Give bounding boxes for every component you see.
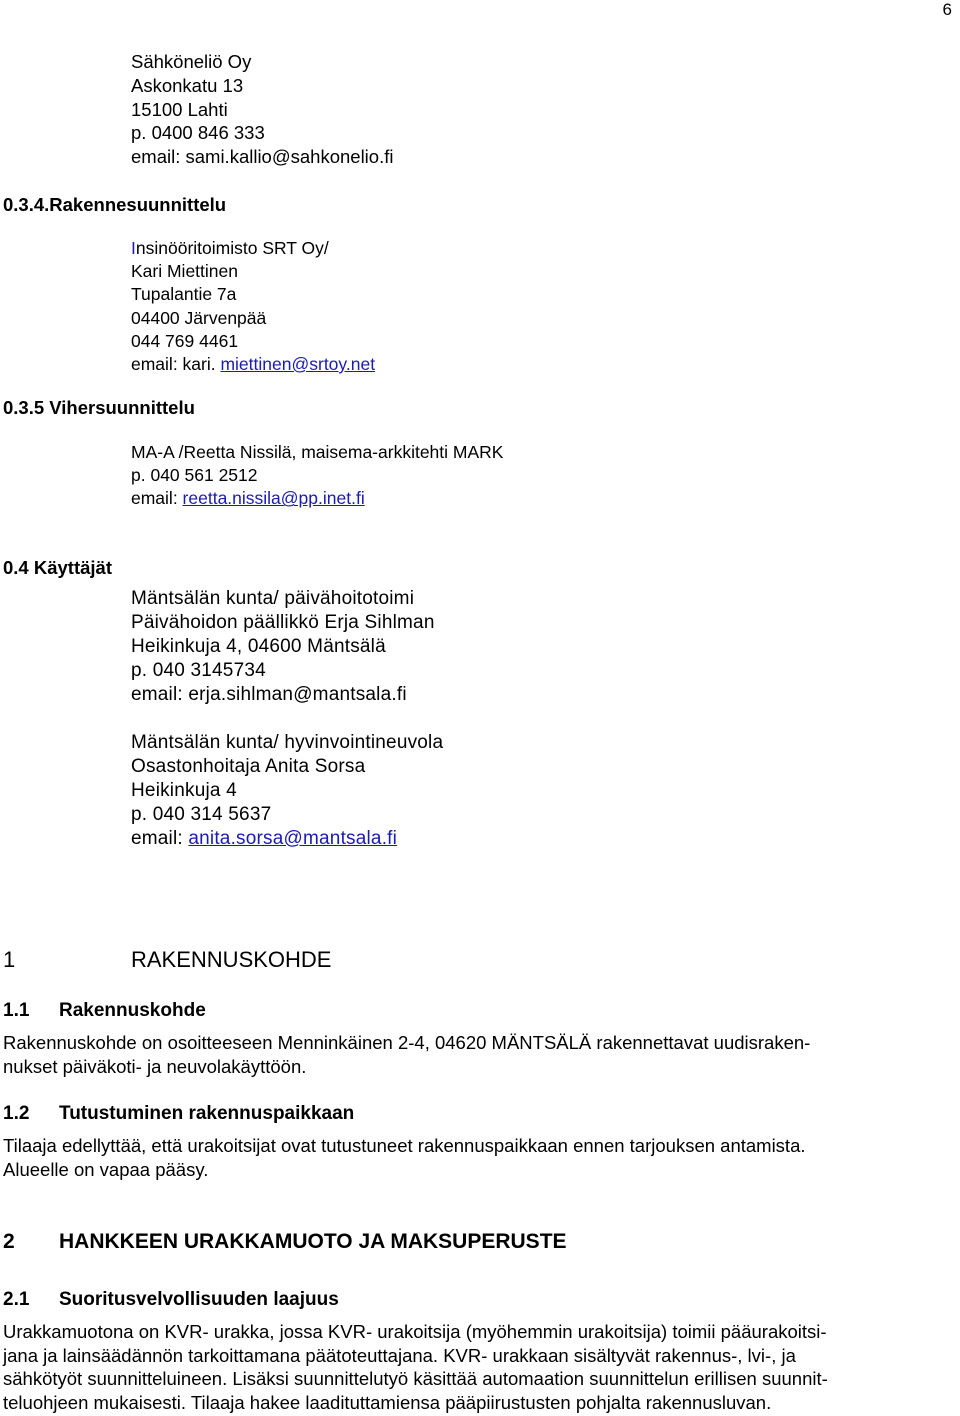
heading-title: Rakennuskohde [59,1000,206,1021]
section-label-building-design: 0.3.4.Rakennesuunnittelu [3,194,227,215]
email-prefix: email: [131,828,189,849]
contact-line: MA-A /Reetta Nissilä, maisema-arkkitehti MARK [131,442,504,462]
section-label-landscape: 0.3.5 Vihersuunnittelu [3,397,195,418]
heading-number: 2 [3,1230,15,1253]
contact-email [131,827,443,851]
contact-line: Mäntsälän kunta/ hyvinvointineuvola [131,732,444,753]
contact-line: p. 040 561 2512 [131,465,258,486]
email-link[interactable]: reetta.nissila@pp.inet.fi [182,488,365,509]
heading-number: 2.1 [3,1289,30,1310]
contact-email: email: sami.kallio@sahkonelio.fi [131,146,394,168]
contact-line: Heikinkuja 4, 04600 Mäntsälä [131,636,386,657]
paragraph-line: Alueelle on vapaa pääsy. [3,1158,209,1180]
contact-line: Sähköneliö Oy [131,51,252,72]
contact-email: email: erja.sihlman@mantsala.fi [131,684,407,705]
company-name-rest: nsinööritoimisto SRT Oy/ [135,238,329,258]
contact-email [131,487,503,510]
contact-line: 04400 Järvenpää [131,307,267,328]
contact-line: Heikinkuja 4 [131,780,237,801]
clinic-contact [131,731,443,851]
contact-line: 044 769 4461 [131,330,239,351]
heading-section-1-2 [3,1103,354,1125]
landscape-contact [131,441,503,511]
heading-section-2-1 [3,1289,339,1311]
page-number: 6 [942,0,952,19]
contact-line: p. 040 3145734 [131,660,266,681]
section-label-users: 0.4 Käyttäjät [3,557,112,578]
contact-line: Päivähoidon päällikkö Erja Sihlman [131,612,435,633]
company-name [131,237,375,260]
paragraph-line: sähkötyöt suunnitteluineen. Lisäksi suunnittelutyö käsittää automaation suunnittelun erillisen suunnit- [3,1368,828,1389]
paragraph-line: Rakennuskohde on osoitteeseen Menninkäinen 2-4, 04620 MÄNTSÄLÄ rakennettavat uudisraken- [3,1032,811,1053]
heading-number: 1 [3,947,16,972]
heading-title: Tutustuminen rakennuspaikkaan [59,1103,355,1124]
paragraph-site-visit [3,1134,953,1181]
contact-line: Mäntsälän kunta/ päivähoitotoimi [131,588,415,609]
contact-line: Kari Miettinen [131,261,238,282]
contact-line: Askonkatu 13 [131,74,244,96]
daycare-contact [131,587,435,707]
heading-section-2 [3,1230,567,1254]
heading-title: Suoritusvelvollisuuden laajuus [59,1289,339,1310]
email-link[interactable]: miettinen@srtoy.net [220,354,376,375]
email-link[interactable]: anita.sorsa@mantsala.fi [188,828,398,849]
heading-number: 1.2 [3,1103,30,1124]
paragraph-line: jana ja lainsäädännön tarkoittamana päätoteuttajana. KVR- urakkaan sisältyvät rakennus-, lvi-, ja [3,1344,796,1366]
contact-line: p. 040 314 5637 [131,804,272,825]
email-prefix: email: [131,488,183,509]
electrical-contact [131,50,393,169]
contact-line: p. 0400 846 333 [131,122,265,144]
paragraph-building-site [3,1031,953,1078]
heading-title: RAKENNUSKOHDE [131,947,332,972]
building-design-contact [131,237,375,376]
email-prefix: email: kari. [131,354,221,375]
heading-number: 1.1 [3,1000,30,1021]
heading-section-1 [3,947,331,973]
paragraph-line: Urakkamuotona on KVR- urakka, jossa KVR- urakoitsija (myöhemmin urakoitsija) toimii pääurakoitsi- [3,1321,827,1342]
contact-email [131,353,375,376]
contact-line: Tupalantie 7a [131,284,237,305]
company-name-initial: I [131,238,136,258]
heading-section-1-1 [3,1000,206,1022]
paragraph-line: Tilaaja edellyttää, että urakoitsijat ovat tutustuneet rakennuspaikkaan ennen tarjouksen antamista. [3,1135,806,1156]
paragraph-line: nukset päiväkoti- ja neuvolakäyttöön. [3,1055,307,1077]
contact-line: Osastonhoitaja Anita Sorsa [131,756,366,777]
paragraph-line: teluohjeen mukaisesti. Tilaaja hakee laadituttamiensa pääpiirustusten pohjalta rakennusluvan. [3,1391,772,1413]
paragraph-scope [3,1320,953,1414]
contact-line: 15100 Lahti [131,98,228,120]
heading-title: HANKKEEN URAKKAMUOTO JA MAKSUPERUSTE [59,1230,567,1253]
